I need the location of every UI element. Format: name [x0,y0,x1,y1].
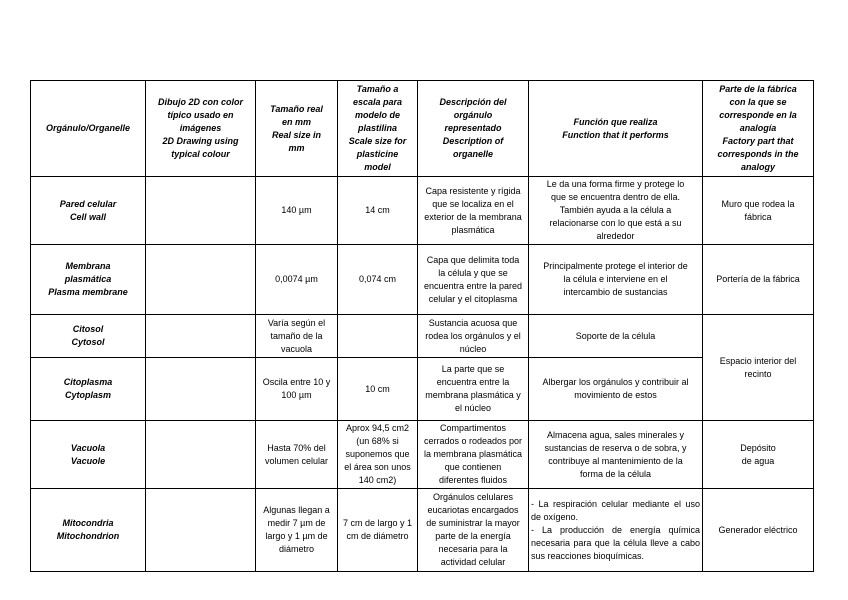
organelle-name: Vacuola Vacuole [31,421,146,489]
table-row [31,177,814,245]
real-size-cell: Oscila entre 10 y 100 µm [256,358,338,421]
scale-size-cell: 0,074 cm [338,245,418,315]
organelle-name: Membrana plasmática Plasma membrane [31,245,146,315]
drawing-cell [146,177,256,245]
header-function: Función que realiza Function that it performs [529,81,703,177]
header-drawing: Dibujo 2D con color típico usado en imágenes 2D Drawing using typical colour [146,81,256,177]
description-cell: Sustancia acuosa que rodea los orgánulos y el núcleo [418,315,529,358]
factory-part-cell: Depósito de agua [703,421,814,489]
function-cell: Soporte de la célula [529,315,703,358]
function-cell: Albergar los orgánulos y contribuir al movimiento de estos [529,358,703,421]
function-cell: - La respiración celular mediante el uso de oxígeno. - La producción de energía química necesaria para que la célula lleve a cabo sus reacciones bioquímicas. [529,489,703,572]
description-cell: Capa que delimita toda la célula y que se encuentra entre la pared celular y el citoplasma [418,245,529,315]
description-cell: Compartimentos cerrados o rodeados por la membrana plasmática que contienen diferentes fluidos [418,421,529,489]
header-description: Descripción del orgánulo representado Description of organelle [418,81,529,177]
drawing-cell [146,245,256,315]
organelle-name: Mitocondria Mitochondrion [31,489,146,572]
header-row [31,81,814,177]
real-size-cell: Hasta 70% del volumen celular [256,421,338,489]
function-cell: Principalmente protege el interior de la célula e interviene en el intercambio de sustancias [529,245,703,315]
organelle-name: Citosol Cytosol [31,315,146,358]
description-cell: Orgánulos celulares eucariotas encargados de suministrar la mayor parte de la energía necesaria para la actividad celular [418,489,529,572]
scale-size-cell: Aprox 94,5 cm2 (un 68% si suponemos que el área son unos 140 cm2) [338,421,418,489]
drawing-cell [146,421,256,489]
real-size-cell: 0,0074 µm [256,245,338,315]
header-scale-size: Tamaño a escala para modelo de plastilina Scale size for plasticine model [338,81,418,177]
header-real-size: Tamaño real en mm Real size in mm [256,81,338,177]
scale-size-cell: 10 cm [338,358,418,421]
table-row [31,489,814,572]
function-cell: Le da una forma firme y protege lo que se encuentra dentro de ella. También ayuda a la célula a relacionarse con lo que está a su alrededor [529,177,703,245]
table-row [31,358,814,421]
function-cell: Almacena agua, sales minerales y sustancias de reserva o de sobra, y contribuye al mantenimiento de la forma de la célula [529,421,703,489]
factory-part-cell: Espacio interior del recinto [703,315,814,421]
organelle-name: Citoplasma Cytoplasm [31,358,146,421]
table-row [31,421,814,489]
organelle-table [30,80,814,572]
factory-part-cell: Muro que rodea la fábrica [703,177,814,245]
real-size-cell: 140 µm [256,177,338,245]
header-organelle: Orgánulo/Organelle [31,81,146,177]
drawing-cell [146,315,256,358]
scale-size-cell: 7 cm de largo y 1 cm de diámetro [338,489,418,572]
real-size-cell: Algunas llegan a medir 7 µm de largo y 1 µm de diámetro [256,489,338,572]
factory-part-cell: Generador eléctrico [703,489,814,572]
description-cell: Capa resistente y rígida que se localiza en el exterior de la membrana plasmática [418,177,529,245]
drawing-cell [146,489,256,572]
real-size-cell: Varía según el tamaño de la vacuola [256,315,338,358]
organelle-name: Pared celular Cell wall [31,177,146,245]
header-factory-part: Parte de la fábrica con la que se corresponde en la analogía Factory part that corresponds in the analogy [703,81,814,177]
factory-part-cell: Portería de la fábrica [703,245,814,315]
drawing-cell [146,358,256,421]
table-row [31,245,814,315]
description-cell: La parte que se encuentra entre la membrana plasmática y el núcleo [418,358,529,421]
table-row [31,315,814,358]
scale-size-cell [338,315,418,358]
scale-size-cell: 14 cm [338,177,418,245]
